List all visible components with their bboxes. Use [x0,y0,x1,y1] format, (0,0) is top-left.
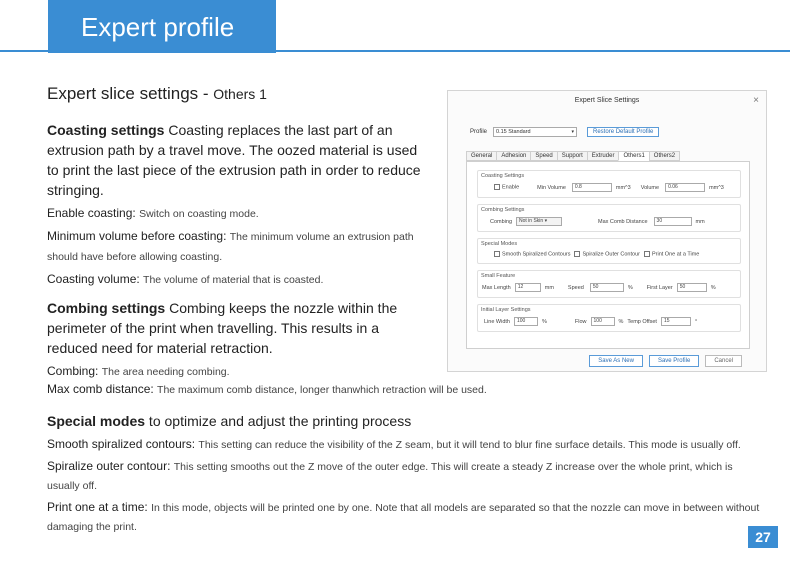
tab-extruder[interactable]: Extruder [587,151,620,161]
item-desc: The maximum comb distance, longer thanwhich retraction will be used. [157,384,487,396]
profile-value: 0.15 Standard [496,129,531,135]
close-icon[interactable]: × [753,95,759,106]
combing-select[interactable] [516,217,562,226]
coasting-text: Coasting replaces the last part of an extrusion path by a travel move. The oozed material is used to print the last piece of the extrusion path in order to reduce stringing. [47,122,421,198]
first-layer-label: First Layer [646,284,673,291]
profile-select[interactable] [493,127,577,137]
first-layer-input[interactable]: 50 [677,283,707,292]
one-at-time-checkbox[interactable] [644,251,699,257]
special-paragraph [47,411,767,431]
max-comb-line [47,380,767,399]
checkbox-box [644,251,650,257]
initial-layer-row [478,317,740,326]
special-modes-block [47,411,767,536]
line-width-input[interactable]: 100 [514,317,538,326]
group-title: Special Modes [481,241,518,247]
special-modes-group [477,238,741,264]
item-label: Enable coasting: [47,206,140,220]
item-label: Spiralize outer contour: [47,459,174,473]
item-desc: The minimum volume an extrusion path should have before allowing coasting. [47,231,414,263]
special-item-one-at-time [47,498,767,536]
item-label: Max comb distance: [47,382,158,396]
page-number: 27 [748,526,778,548]
max-comb-unit: mm [695,218,705,225]
max-length-unit: mm [544,284,554,291]
tab-others2[interactable]: Others2 [649,151,680,161]
combing-text: Combing keeps the nozzle within the perimeter of the print when travelling. This results in a reduced need for material retraction. [47,300,398,356]
group-title: Small Feature [481,273,516,279]
max-length-label: Max Length [482,284,511,291]
dialog-body [466,161,750,349]
flow-unit: % [618,318,624,325]
checkbox-box [574,251,580,257]
line-width-label: Line Width [484,318,510,325]
group-title: Coasting Settings [481,173,525,179]
special-row [478,251,740,257]
min-volume-input[interactable]: 0.8 [572,183,612,192]
combing-item-combing [47,362,427,382]
checkbox-label: Enable [502,184,520,191]
first-layer-unit: % [710,284,716,291]
combing-group [477,204,741,232]
temp-offset-label: Temp Offset [627,318,657,325]
dialog-footer [589,355,742,367]
special-text: to optimize and adjust the printing process [145,413,412,429]
chevron-down-icon: ▾ [544,218,548,224]
item-desc: This setting smooths out the Z move of the outer edge. This will create a steady Z increase over the whole print, which is usually off. [47,461,733,492]
checkbox-box [494,251,500,257]
min-volume-unit: mm^3 [615,184,631,191]
section-title-main: Expert slice settings - [47,84,214,103]
special-item-spiralize [47,457,767,495]
left-column [47,120,427,382]
tab-support[interactable]: Support [557,151,588,161]
flow-label: Flow [574,318,587,325]
item-desc: Switch on coasting mode. [139,208,259,220]
coasting-paragraph [47,120,427,200]
tab-general[interactable]: General [466,151,497,161]
section-title [47,84,267,104]
line-width-unit: % [542,318,547,325]
tab-speed[interactable]: Speed [530,151,557,161]
enable-checkbox[interactable] [494,184,519,190]
settings-tabs [466,151,679,161]
combing-heading: Combing settings [47,300,166,316]
combing-item-max-distance [47,380,767,399]
spiralize-checkbox[interactable] [574,251,639,257]
checkbox-label: Print One at a Time [651,251,700,258]
save-as-new-button[interactable]: Save As New [589,355,643,367]
cancel-button[interactable]: Cancel [705,355,742,367]
tab-others1[interactable]: Others1 [618,151,649,161]
item-desc: This setting can reduce the visibility of the Z seam, but it will tend to blur fine surface details. This mode is usually off. [198,439,741,451]
volume-unit: mm^3 [709,184,724,191]
min-volume-label: Min Volume [537,184,566,191]
max-comb-label: Max Comb Distance [598,218,648,225]
smooth-checkbox[interactable] [494,251,570,257]
profile-label: Profile [470,129,488,135]
combing-value: Not in Skin [519,218,544,224]
speed-label: Speed [567,284,584,291]
restore-default-button[interactable]: Restore Default Profile [587,127,659,137]
speed-unit: % [627,284,633,291]
combing-label: Combing [490,218,513,225]
combing-paragraph [47,298,427,358]
coasting-item-volume [47,270,427,290]
special-heading: Special modes [47,413,146,429]
temp-offset-unit: ° [694,318,698,325]
profile-row [470,127,659,137]
temp-offset-input[interactable]: 15 [661,317,691,326]
coasting-group [477,170,741,198]
small-feature-group [477,270,741,298]
expert-slice-settings-dialog [447,90,767,372]
item-label: Smooth spiralized contours: [47,437,199,451]
chevron-down-icon: ▾ [571,129,575,135]
coasting-item-enable [47,204,427,224]
page-header-title: Expert profile [48,0,276,53]
item-desc: The volume of material that is coasted. [143,274,324,286]
initial-layer-group [477,304,741,332]
item-desc: The area needing combing. [101,366,230,378]
special-item-smooth [47,435,767,454]
dialog-titlebar [448,91,766,111]
item-label: Print one at a time: [47,500,152,514]
save-profile-button[interactable]: Save Profile [649,355,699,367]
coasting-row [478,183,740,192]
dialog-title: Expert Slice Settings [574,97,640,104]
item-label: Minimum volume before coasting: [47,229,230,243]
volume-input[interactable]: 0.06 [665,183,705,192]
small-feature-row [478,283,740,292]
max-comb-input[interactable]: 30 [654,217,692,226]
volume-label: Volume [640,184,660,191]
combing-row [478,217,740,226]
checkbox-label: Smooth Spiralized Contours [502,251,571,258]
section-subtitle: Others 1 [213,86,267,102]
item-label: Combing: [47,364,102,378]
flow-input[interactable]: 100 [591,317,615,326]
coasting-heading: Coasting settings [47,122,165,138]
coasting-item-min-volume [47,227,427,267]
tab-adhesion[interactable]: Adhesion [496,151,531,161]
checkbox-box [494,184,500,190]
item-label: Coasting volume: [47,272,144,286]
group-title: Initial Layer Settings [481,307,531,313]
checkbox-label: Spiralize Outer Contour [582,251,640,258]
speed-input[interactable]: 50 [590,283,624,292]
max-length-input[interactable]: 12 [515,283,541,292]
item-desc: In this mode, objects will be printed one by one. Note that all models are separated so that the nozzle can move in between without damaging the print. [47,502,760,533]
group-title: Combing Settings [481,207,525,213]
